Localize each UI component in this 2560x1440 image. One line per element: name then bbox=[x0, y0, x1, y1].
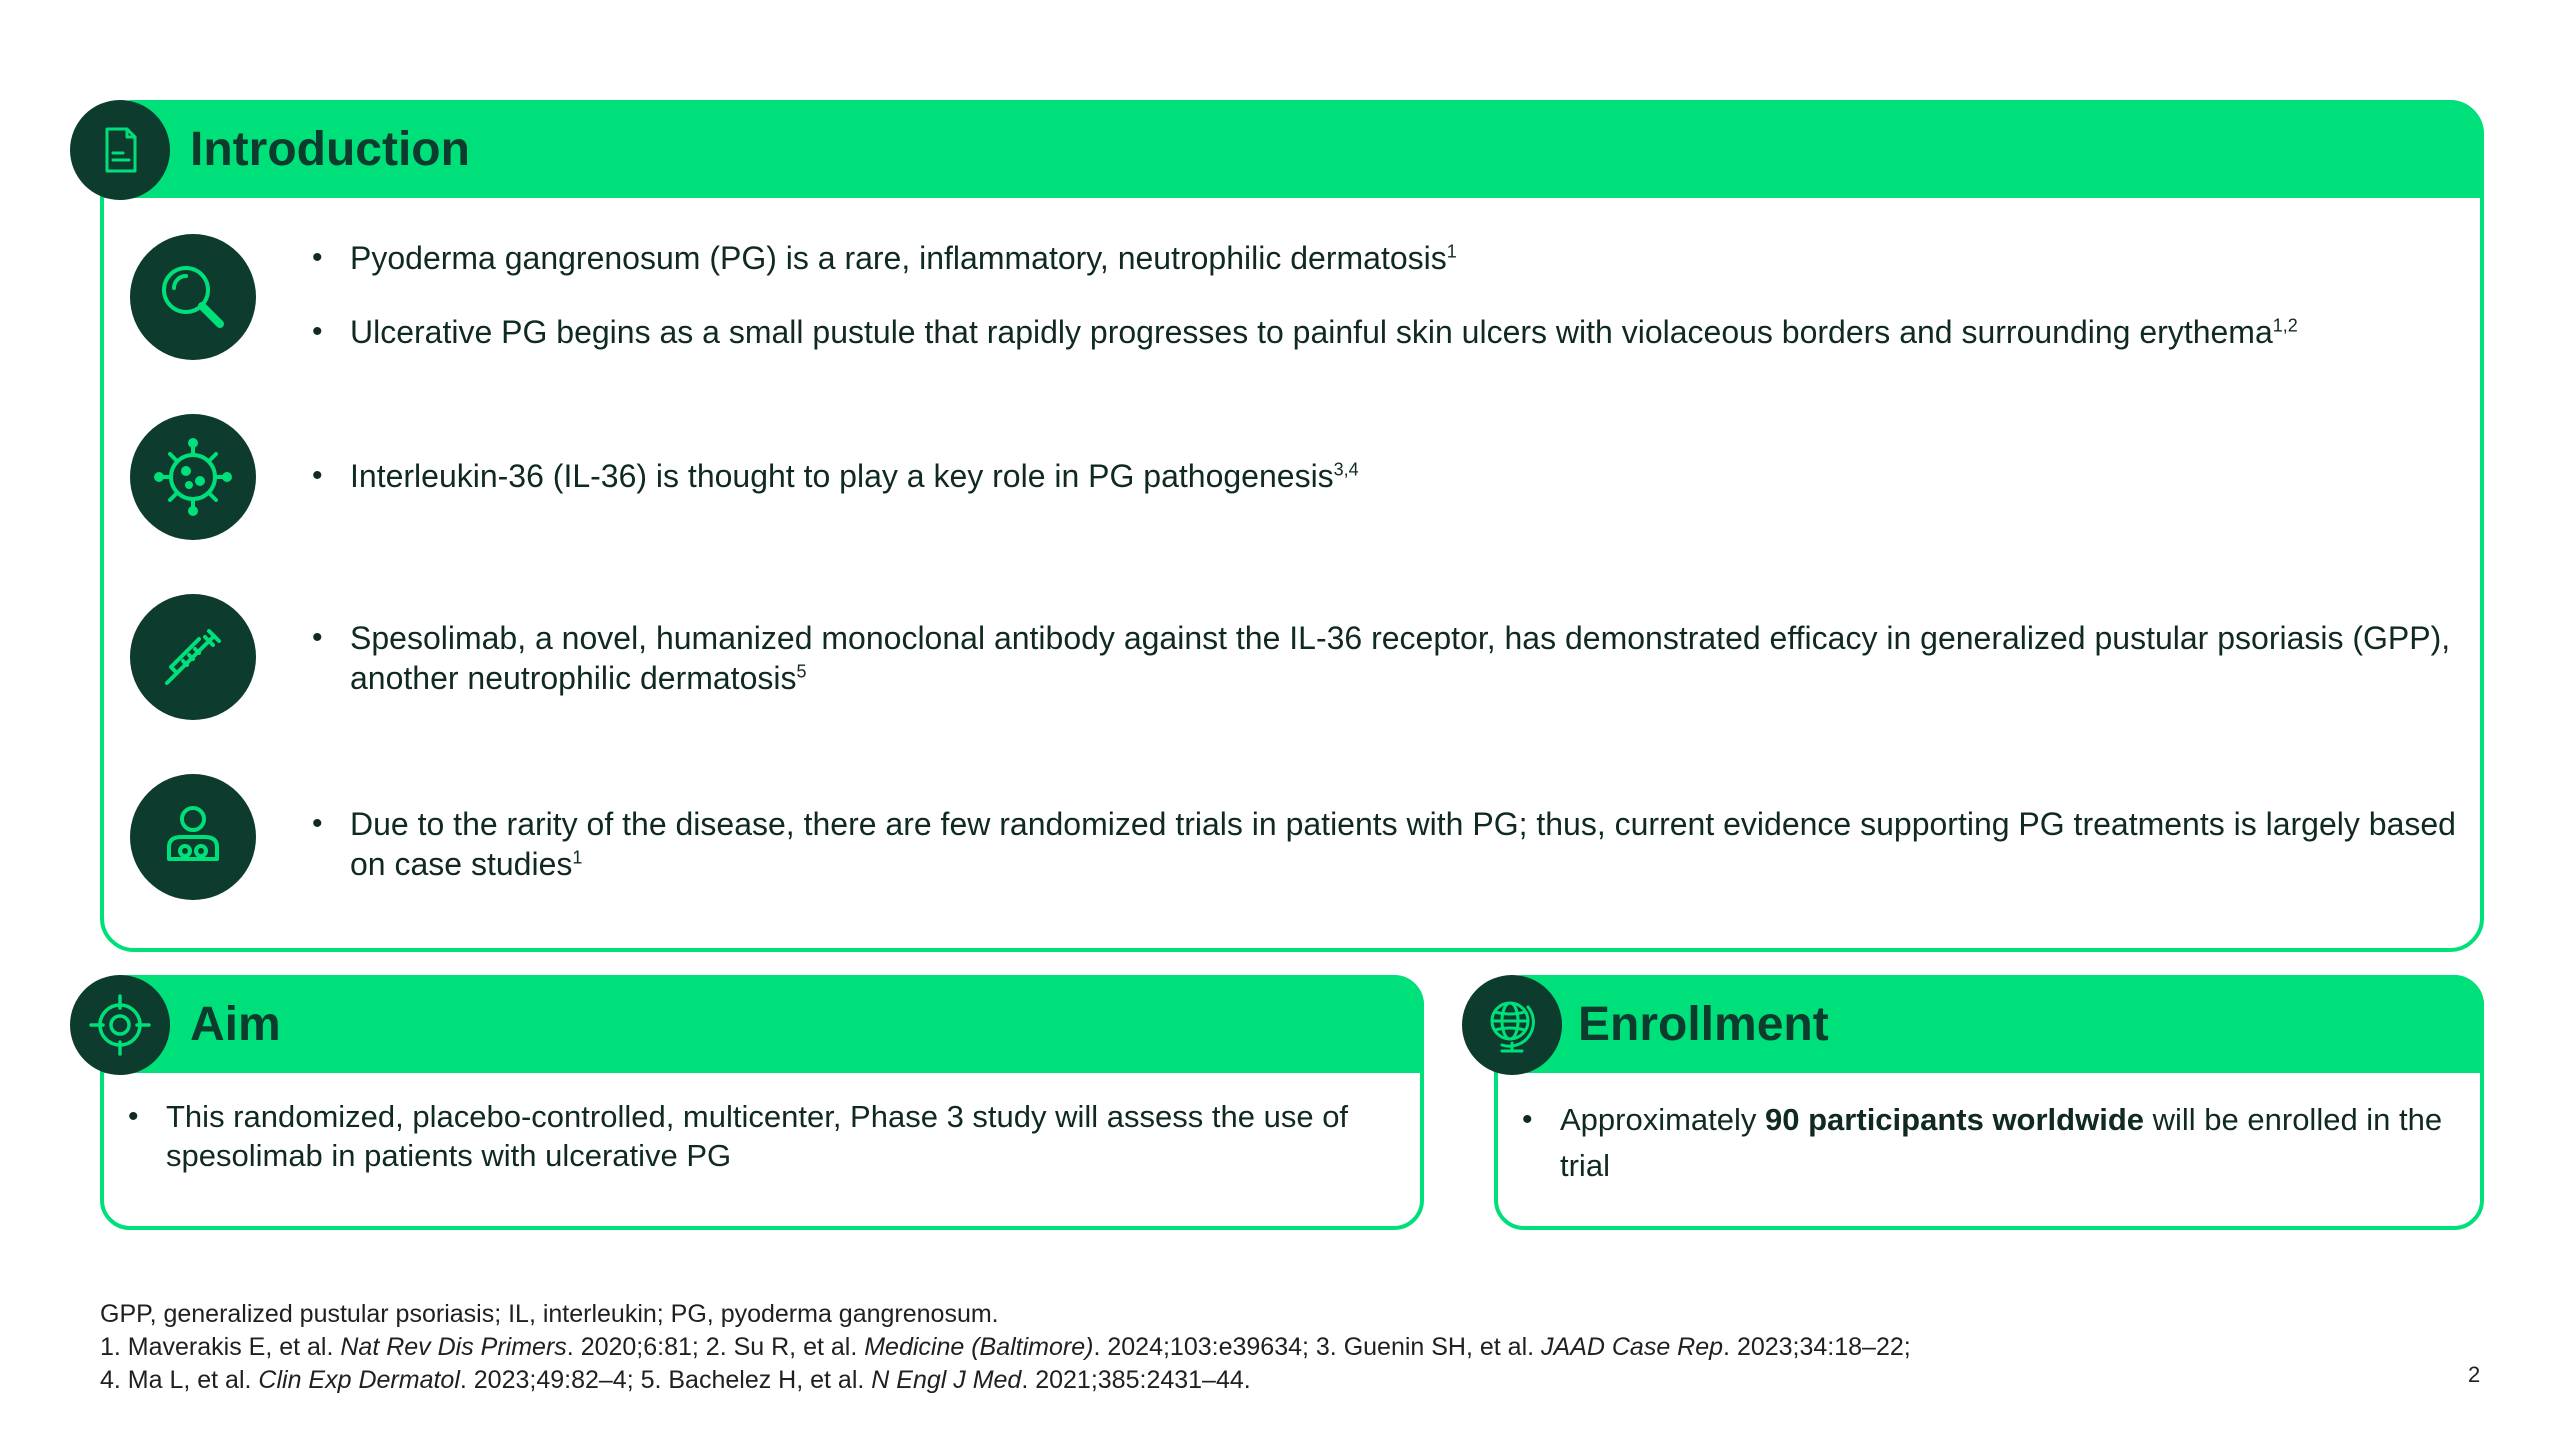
enrollment-highlight: 90 participants worldwide bbox=[1765, 1102, 2145, 1137]
intro-bullet: • Pyoderma gangrenosum (PG) is a rare, inflammatory, neutrophilic dermatosis$^1$ bbox=[312, 238, 2462, 278]
intro-bullet: • Spesolimab, a novel, humanized monoclonal antibody against the IL-36 receptor, has demonstrated efficacy in generalized pustular psoriasis (GPP), another neutrophilic dermatosis$^5$ bbox=[312, 618, 2462, 698]
enrollment-panel bbox=[1494, 975, 2484, 1230]
document-icon bbox=[70, 100, 170, 200]
introduction-title: Introduction bbox=[190, 123, 470, 176]
aim-header bbox=[100, 975, 1424, 1073]
references-line-2: 4. Ma L, et al. Clin Exp Dermatol. 2023;49:82–4; 5. Bachelez H, et al. N Engl J Med. 2021;385:2431–44. bbox=[100, 1366, 1251, 1394]
aim-title: Aim bbox=[190, 998, 281, 1051]
references-line-1: 1. Maverakis E, et al. Nat Rev Dis Primers. 2020;6:81; 2. Su R, et al. Medicine (Baltimore). 2024;103:e39634; 3. Guenin SH, et al. JAAD Case Rep. 2023;34:18–22; bbox=[100, 1333, 1911, 1361]
globe-icon bbox=[1462, 975, 1562, 1075]
syringe-icon bbox=[130, 594, 256, 720]
intro-bullet: • Ulcerative PG begins as a small pustule that rapidly progresses to painful skin ulcers with violaceous borders and surrounding erythema$^{1,2}$ bbox=[312, 312, 2462, 352]
enrollment-header bbox=[1494, 975, 2484, 1073]
aim-bullet: • This randomized, placebo-controlled, multicenter, Phase 3 study will assess the use of spesolimab in patients with ulcerative PG bbox=[128, 1097, 1408, 1175]
intro-bullet: • Interleukin-36 (IL-36) is thought to play a key role in PG pathogenesis$^{3,4}$ bbox=[312, 456, 2462, 496]
footnotes bbox=[100, 1298, 2300, 1397]
intro-bullet: • Due to the rarity of the disease, there are few randomized trials in patients with PG; thus, current evidence supporting PG treatments is largely based on case studies$^1$ bbox=[312, 804, 2462, 884]
aim-panel bbox=[100, 975, 1424, 1230]
patient-icon bbox=[130, 774, 256, 900]
page-number: 2 bbox=[2468, 1362, 2481, 1387]
introduction-header bbox=[100, 100, 2484, 198]
target-icon bbox=[70, 975, 170, 1075]
enrollment-bullet: • Approximately 90 participants worldwide will be enrolled in the trial bbox=[1522, 1097, 2472, 1189]
magnifier-icon bbox=[130, 234, 256, 360]
virus-icon bbox=[130, 414, 256, 540]
introduction-panel bbox=[100, 100, 2484, 952]
enrollment-title: Enrollment bbox=[1578, 998, 1829, 1051]
abbreviations: GPP, generalized pustular psoriasis; IL, interleukin; PG, pyoderma gangrenosum. bbox=[100, 1300, 999, 1328]
